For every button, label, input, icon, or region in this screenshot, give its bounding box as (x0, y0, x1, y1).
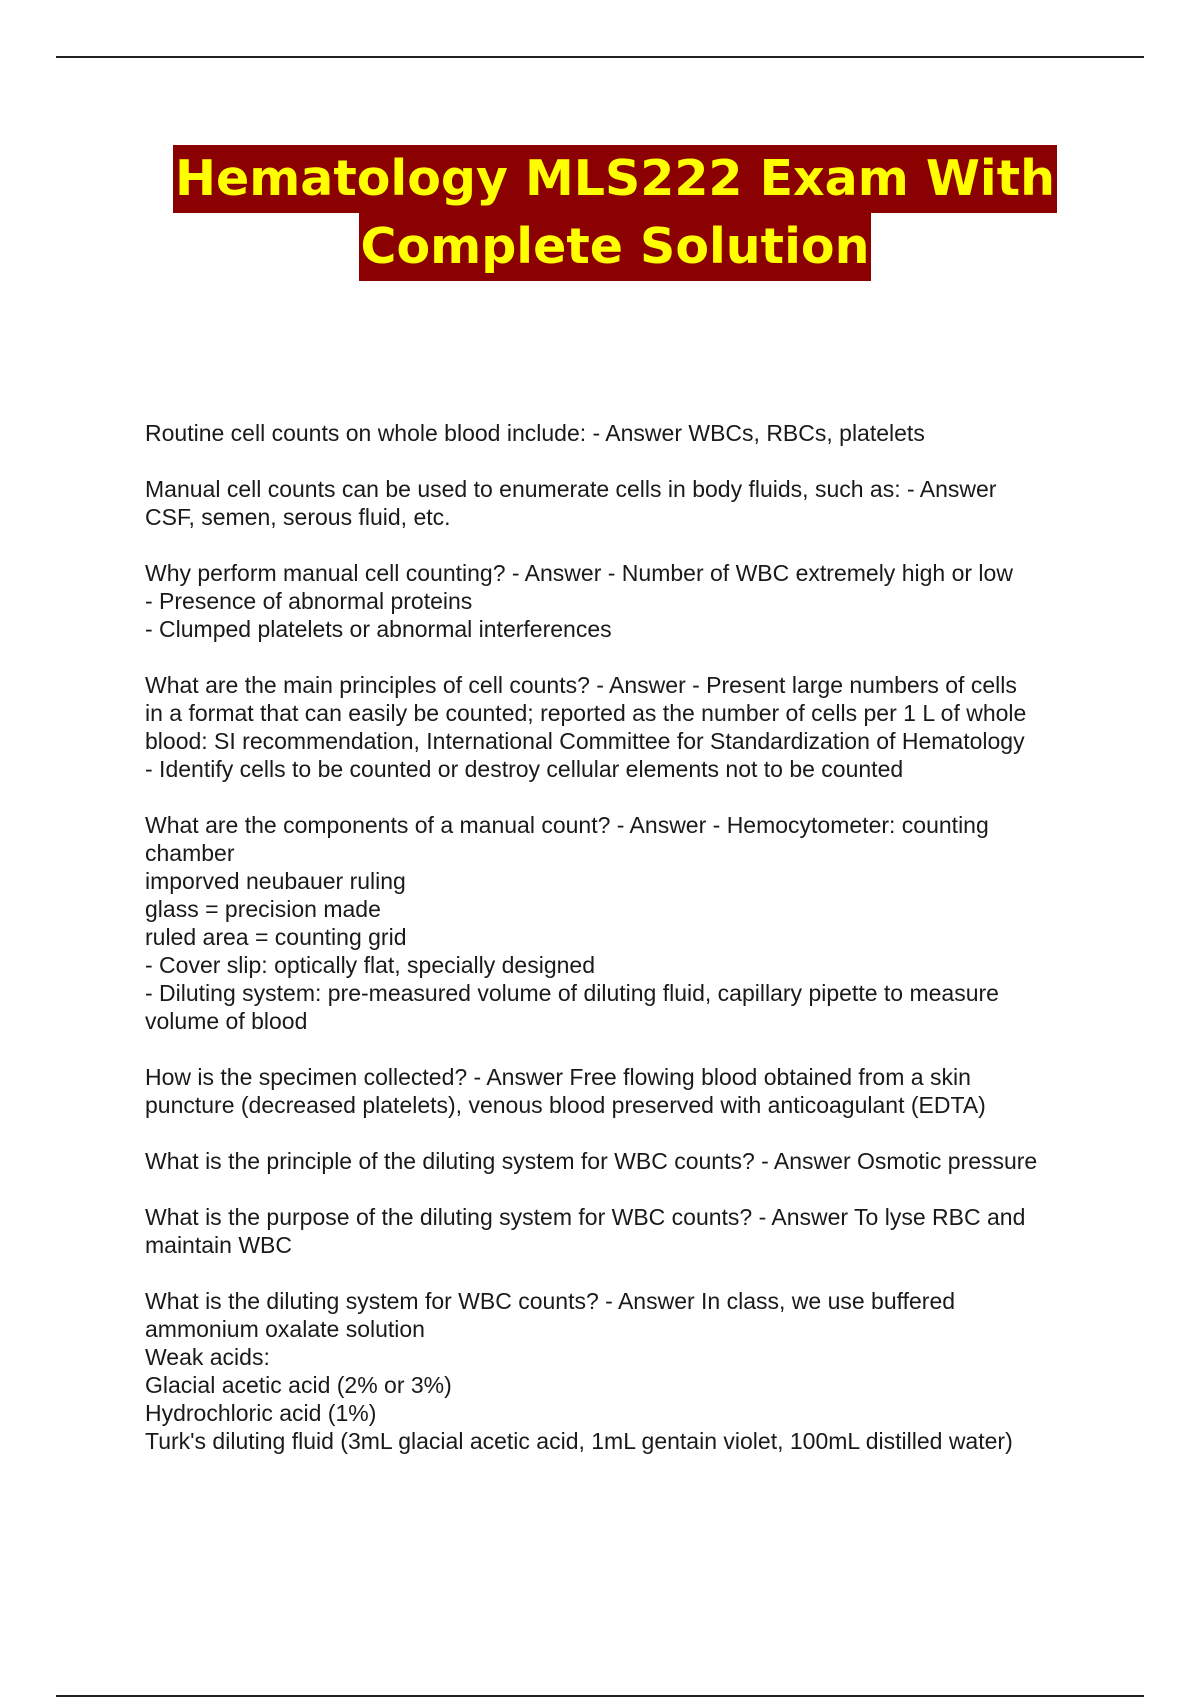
header-rule (56, 56, 1144, 58)
qa-entry (145, 559, 1105, 643)
qa-list (145, 419, 1105, 1483)
qa-entry (145, 475, 1105, 531)
qa-entry (145, 1203, 1105, 1259)
qa-line: - Clumped platelets or abnormal interferences (145, 616, 612, 642)
qa-entry (145, 811, 1105, 1035)
qa-line: Routine cell counts on whole blood include: - Answer WBCs, RBCs, platelets (145, 420, 925, 446)
qa-line: What are the components of a manual count? - Answer - Hemocytometer: counting (145, 812, 989, 838)
qa-line: What is the diluting system for WBC counts? - Answer In class, we use buffered (145, 1288, 956, 1314)
title-line-1: Hematology MLS222 Exam With (173, 145, 1057, 213)
qa-line: blood: SI recommendation, International Committee for Standardization of Hematology (145, 728, 1025, 754)
qa-line: Weak acids: (145, 1344, 270, 1370)
qa-entry (145, 1287, 1105, 1455)
qa-line: chamber (145, 840, 235, 866)
page-title (0, 145, 1200, 281)
qa-line: What is the principle of the diluting system for WBC counts? - Answer Osmotic pressure (145, 1148, 1038, 1174)
qa-line: volume of blood (145, 1008, 308, 1034)
qa-line: Turk's diluting fluid (3mL glacial acetic acid, 1mL gentain violet, 100mL distilled water) (145, 1428, 1013, 1454)
qa-line: - Presence of abnormal proteins (145, 588, 473, 614)
qa-entry (145, 419, 1105, 447)
title-line-2: Complete Solution (359, 213, 872, 281)
qa-line: ammonium oxalate solution (145, 1316, 425, 1342)
qa-line: Manual cell counts can be used to enumerate cells in body fluids, such as: - Answer (145, 476, 997, 502)
qa-line: Hydrochloric acid (1%) (145, 1400, 377, 1426)
qa-line: Glacial acetic acid (2% or 3%) (145, 1372, 452, 1398)
qa-line: in a format that can easily be counted; reported as the number of cells per 1 L of whole (145, 700, 1027, 726)
qa-line: How is the specimen collected? - Answer Free flowing blood obtained from a skin (145, 1064, 971, 1090)
qa-line: ruled area = counting grid (145, 924, 407, 950)
qa-line: - Cover slip: optically flat, specially designed (145, 952, 595, 978)
qa-line: glass = precision made (145, 896, 381, 922)
qa-entry (145, 1147, 1105, 1175)
qa-line: - Diluting system: pre-measured volume of diluting fluid, capillary pipette to measure (145, 980, 999, 1006)
qa-entry (145, 1063, 1105, 1119)
qa-line: imporved neubauer ruling (145, 868, 406, 894)
qa-line: What is the purpose of the diluting system for WBC counts? - Answer To lyse RBC and (145, 1204, 1026, 1230)
qa-line: Why perform manual cell counting? - Answer - Number of WBC extremely high or low (145, 560, 1013, 586)
qa-line: maintain WBC (145, 1232, 292, 1258)
qa-line: CSF, semen, serous fluid, etc. (145, 504, 451, 530)
qa-line: What are the main principles of cell counts? - Answer - Present large numbers of cells (145, 672, 1017, 698)
qa-line: puncture (decreased platelets), venous blood preserved with anticoagulant (EDTA) (145, 1092, 986, 1118)
footer-rule (56, 1695, 1144, 1697)
qa-line: - Identify cells to be counted or destroy cellular elements not to be counted (145, 756, 904, 782)
qa-entry (145, 671, 1105, 783)
